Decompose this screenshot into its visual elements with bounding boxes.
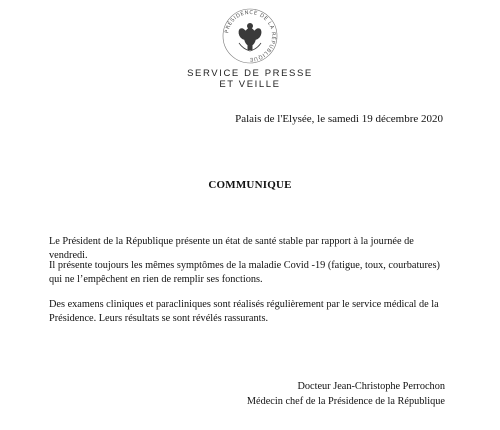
presidential-seal-icon — [221, 7, 279, 65]
signatory-role: Médecin chef de la Présidence de la République — [246, 396, 445, 407]
paragraph-examinations: Des examens cliniques et paracliniques sont réalisés régulièrement par le service médical de la Présidence. Leurs résultats se sont révélés rassurants. — [49, 299, 439, 324]
signatory-name: Docteur Jean-Christophe Perrochon — [297, 381, 445, 392]
paragraph-symptoms: Il présente toujours les mêmes symptômes de la maladie Covid -19 (fatigue, toux, courbatures) qui ne l’empêchent en rien de remplir ses fonctions. — [49, 260, 440, 285]
seal-text: PRÉSIDENCE DE LA RÉPUBLIQUE — [224, 9, 277, 63]
paragraph-health-status: Le Président de la République présente un état de santé stable par rapport à la journée de vendredi. — [49, 236, 414, 261]
document-title: COMMUNIQUE — [208, 179, 292, 191]
dateline: Palais de l'Elysée, le samedi 19 décembre 2020 — [235, 113, 443, 125]
press-service-subtitle: ET VEILLE — [219, 79, 281, 90]
press-service-title: SERVICE DE PRESSE — [187, 68, 313, 79]
